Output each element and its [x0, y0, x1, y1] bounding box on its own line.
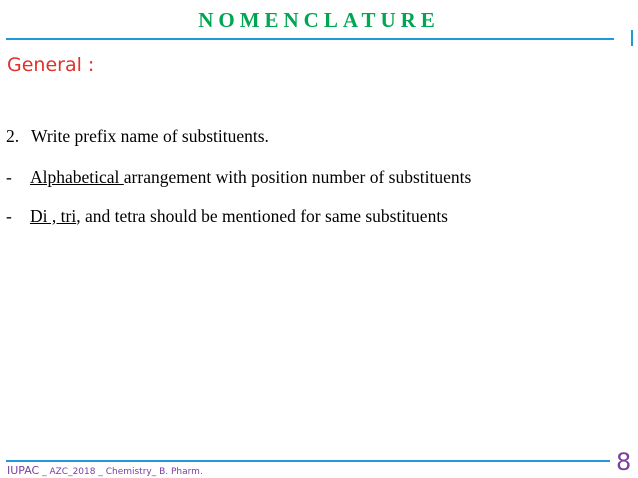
item-number: 2. — [6, 126, 20, 146]
footer-brand: IUPAC — [7, 464, 40, 477]
item-underlined-text: Alphabetical — [30, 167, 124, 187]
footer-details: _ AZC_2018 _ Chemistry_ B. Pharm. — [39, 467, 203, 477]
list-item — [6, 167, 471, 188]
title-divider-end — [631, 30, 633, 46]
item-underlined-text: Di , tri — [30, 206, 77, 226]
page-number: 8 — [616, 448, 632, 476]
item-text: arrangement with position number of substituents — [123, 167, 472, 187]
item-bullet: - — [6, 167, 12, 187]
item-bullet: - — [6, 206, 12, 226]
item-text: , and tetra should be mentioned for same substituents — [76, 206, 448, 226]
list-item — [6, 126, 269, 147]
slide-title: NOMENCLATURE — [198, 8, 440, 32]
item-text: Write prefix name of substituents. — [31, 126, 269, 146]
footer-divider — [6, 460, 610, 462]
list-item — [6, 206, 448, 227]
title-divider — [6, 38, 614, 40]
footer — [7, 464, 203, 477]
section-heading: General : — [7, 54, 95, 76]
